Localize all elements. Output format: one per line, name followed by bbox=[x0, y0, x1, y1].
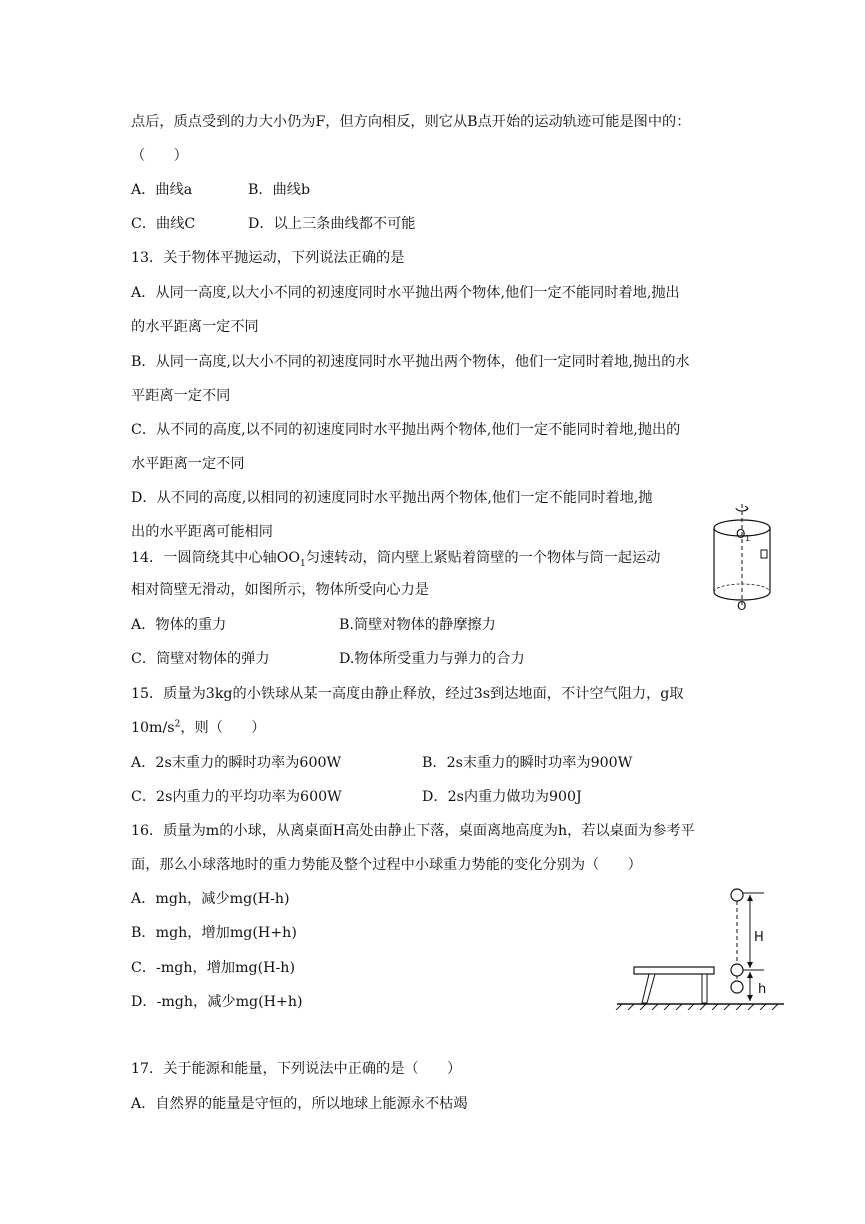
ball-top bbox=[731, 889, 743, 901]
table-top bbox=[634, 967, 714, 974]
block-object bbox=[761, 550, 767, 558]
rotating-cylinder-figure bbox=[706, 500, 778, 612]
q15-option-a: A．2s末重力的瞬时功率为600W bbox=[131, 755, 342, 771]
q13-option-b-line1: B．从同一高度,以大小不同的初速度同时水平抛出两个物体，他们一定同时着地,抛出的水 bbox=[131, 354, 690, 370]
fig-label-o1-sub: 1 bbox=[745, 534, 751, 543]
q15-line2-superscript: 2 bbox=[174, 719, 181, 730]
q14-option-a: A．物体的重力 bbox=[131, 617, 227, 633]
q15-option-b: B．2s末重力的瞬时功率为900W bbox=[422, 755, 633, 771]
q12-options-row1 bbox=[131, 180, 311, 200]
q16-option-b: B．mgh，增加mg(H+h) bbox=[131, 925, 297, 941]
q13-option-d-line1: D．从不同的高度,以相同的初速度同时水平抛出两个物体,他们一定不能同时着地,抛 bbox=[131, 490, 653, 506]
q17-option-a: A．自然界的能量是守恒的，所以地球上能源永不枯竭 bbox=[131, 1096, 468, 1112]
q12-line1: 点后，质点受到的力大小仍为F，但方向相反，则它从B点开始的运动轨迹可能是图中的： bbox=[131, 114, 691, 130]
fig-label-o1: O bbox=[736, 527, 746, 541]
q15-line2-text: 10m/s bbox=[131, 720, 175, 736]
q16-option-d: D．-mgh，减少mg(H+h) bbox=[131, 994, 303, 1010]
q14-option-c: C．筒壁对物体的弹力 bbox=[131, 651, 270, 667]
q13-option-a-line2: 的水平距离一定不同 bbox=[131, 319, 259, 335]
q13-option-c-line2: 水平距离一定不同 bbox=[131, 456, 245, 472]
q14-options-row1 bbox=[131, 615, 496, 635]
q16-stem: 16．质量为m的小球，从离桌面H高处由静止下落，桌面离地高度为h，若以桌面为参考平 bbox=[131, 823, 695, 839]
q12-option-a: A．曲线a bbox=[131, 182, 193, 198]
q14-option-b: B.筒壁对物体的静摩擦力 bbox=[339, 617, 496, 633]
q14-stem-text-2: 匀速转动，筒内壁上紧贴着筒壁的一个物体与筒一起运动 bbox=[305, 550, 661, 566]
q16-option-c: C．-mgh，增加mg(H-h) bbox=[131, 960, 295, 976]
q14-line2: 相对筒壁无滑动，如图所示，物体所受向心力是 bbox=[131, 582, 429, 598]
q13-option-b-line2: 平距离一定不同 bbox=[131, 388, 231, 404]
q15-stem: 15．质量为3kg的小铁球从某一高度由静止释放，经过3s到达地面，不计空气阻力，g取 bbox=[131, 686, 684, 702]
q13-option-d-line2: 出的水平距离可能相同 bbox=[131, 524, 273, 540]
fig-label-H: H bbox=[754, 930, 764, 945]
q15-options-row2 bbox=[131, 787, 582, 807]
q13-option-a-line1: A．从同一高度,以大小不同的初速度同时水平抛出两个物体,他们一定不能同时着地,抛出 bbox=[131, 285, 680, 301]
q16-line2: 面，那么小球落地时的重力势能及整个过程中小球重力势能的变化分别为（ ） bbox=[131, 857, 642, 873]
q15-line2-text-2: ，则（ ） bbox=[180, 720, 266, 736]
falling-ball-figure bbox=[612, 880, 787, 1010]
q13-stem: 13．关于物体平抛运动，下列说法正确的是 bbox=[131, 250, 405, 266]
q15-line2 bbox=[131, 718, 265, 738]
q12-bracket: （ ） bbox=[131, 148, 188, 164]
q12-options-row2 bbox=[131, 214, 416, 234]
q15-option-d: D．2s内重力做功为900J bbox=[422, 789, 582, 805]
q16-option-a: A．mgh，减少mg(H-h) bbox=[131, 891, 290, 907]
q17-stem: 17．关于能源和能量，下列说法中正确的是（ ） bbox=[131, 1061, 462, 1077]
ball-ground bbox=[731, 981, 743, 993]
q14-option-d: D.物体所受重力与弹力的合力 bbox=[339, 651, 525, 667]
fig-label-h: h bbox=[758, 982, 767, 997]
q12-option-c: C．曲线C bbox=[131, 216, 196, 232]
q12-option-d: D．以上三条曲线都不可能 bbox=[248, 216, 416, 232]
q14-stem bbox=[131, 548, 660, 568]
q12-option-b: B．曲线b bbox=[248, 182, 311, 198]
q14-options-row2 bbox=[131, 649, 525, 669]
fig-label-o: O bbox=[737, 599, 747, 612]
q15-options-row1 bbox=[131, 753, 633, 773]
q13-option-c-line1: C．从不同的高度,以不同的初速度同时水平抛出两个物体,他们一定不能同时着地,抛出的 bbox=[131, 422, 681, 438]
ball-table-level bbox=[731, 964, 743, 976]
q14-stem-text: 14．一圆筒绕其中心轴OO bbox=[131, 550, 301, 566]
q15-option-c: C．2s内重力的平均功率为600W bbox=[131, 789, 342, 805]
q14-stem-subscript: 1 bbox=[300, 558, 306, 569]
